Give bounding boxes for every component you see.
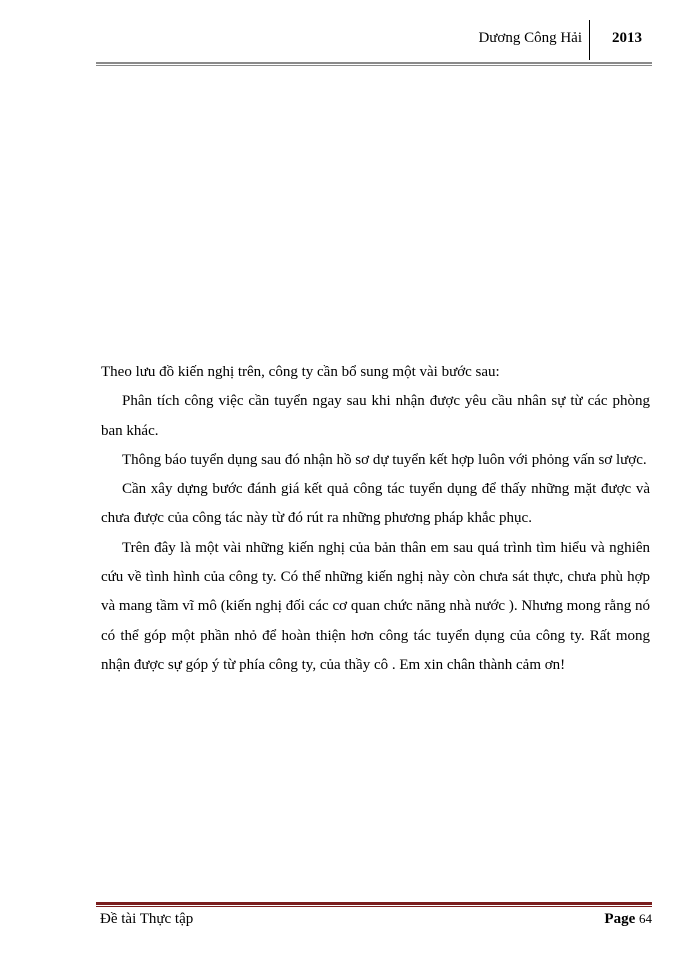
page-label: Page bbox=[604, 911, 636, 927]
paragraph: Phân tích công việc cần tuyển ngay sau khi nhận được yêu cầu nhân sự từ các phòng ban khác. bbox=[101, 393, 650, 439]
page-number: 64 bbox=[639, 911, 652, 926]
page-header bbox=[96, 18, 652, 66]
paragraph: Trên đây là một vài những kiến nghị của bản thân em sau quá trình tìm hiểu và nghiên cứu về tình hình của công ty. Có thể những kiến nghị này còn chưa sát thực, chưa phù hợp và mang tầm vĩ mô (kiến nghị đối các cơ quan chức năng nhà nước ). Nhưng mong rằng nó có thể góp một phần nhỏ để hoàn thiện hơn công tác tuyển dụng của công ty. Rất mong nhận được sự góp ý từ phía công ty, của thầy cô . Em xin chân thành cảm ơn! bbox=[101, 539, 650, 673]
footer-rule bbox=[96, 902, 652, 907]
body-text bbox=[101, 358, 650, 680]
header-author: Dương Công Hải bbox=[478, 30, 582, 46]
header-divider bbox=[589, 20, 590, 60]
paragraph: Cần xây dựng bước đánh giá kết quả công tác tuyển dụng để thấy những mặt được và chưa được của công tác này từ đó rút ra những phương pháp khắc phục. bbox=[101, 481, 650, 527]
paragraph: Thông báo tuyển dụng sau đó nhận hồ sơ dự tuyển kết hợp luôn với phỏng vấn sơ lược. bbox=[122, 451, 647, 468]
page-indicator bbox=[604, 911, 652, 928]
header-rule bbox=[96, 62, 652, 66]
footer-title: Đề tài Thực tập bbox=[100, 911, 194, 927]
header-year: 2013 bbox=[612, 30, 642, 46]
paragraph-intro: Theo lưu đồ kiến nghị trên, công ty cần bổ sung một vài bước sau: bbox=[101, 364, 500, 380]
